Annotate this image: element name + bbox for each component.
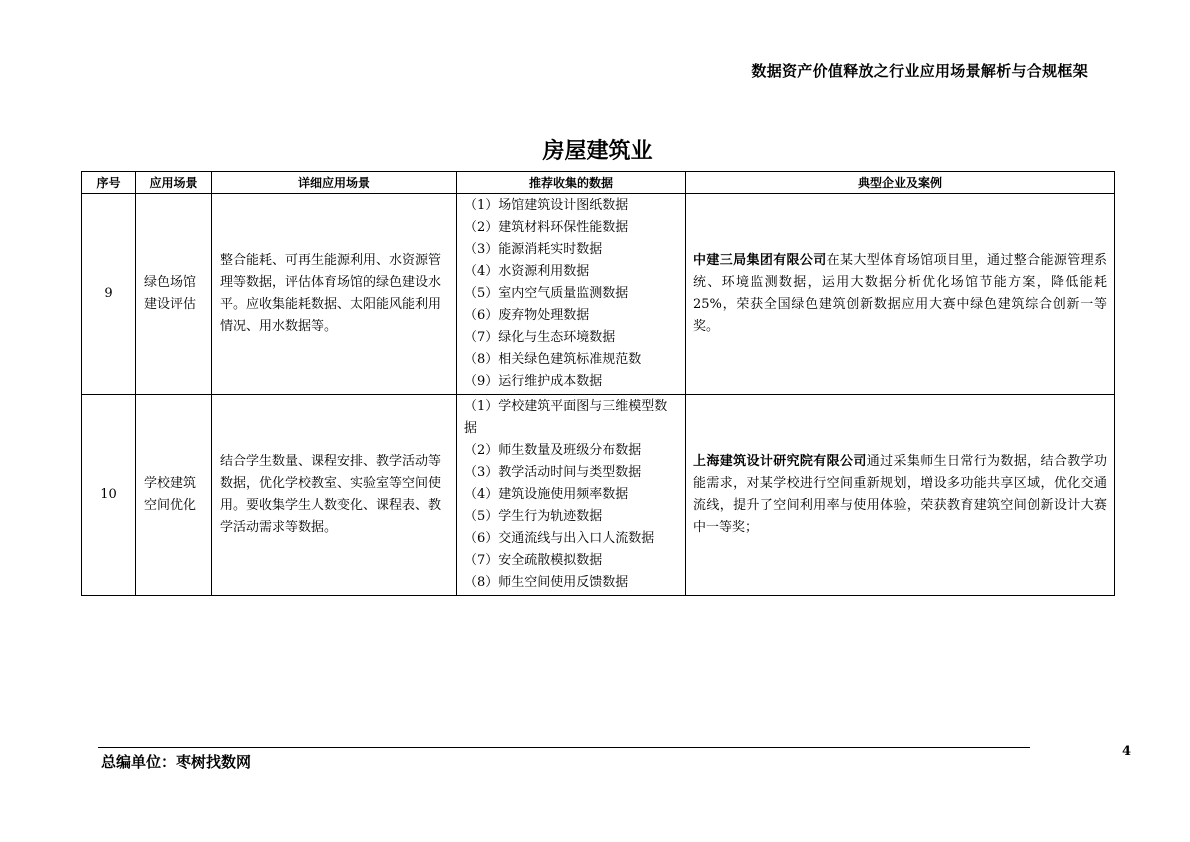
scenario-table xyxy=(81,171,1115,596)
data-item: （7）安全疏散模拟数据 xyxy=(464,553,603,568)
section-title: 房屋建筑业 xyxy=(542,139,653,164)
scene-name: 学校建筑空间优化 xyxy=(136,395,212,596)
case-cell xyxy=(686,395,1115,596)
footer-divider xyxy=(98,747,1030,748)
data-item: （4）建筑设施使用频率数据 xyxy=(464,487,629,502)
detail-description: 结合学生数量、课程安排、教学活动等数据，优化学校教室、实验室等空间使用。要收集学生人数变化、课程表、教学活动需求等数据。 xyxy=(212,395,457,596)
case-cell xyxy=(686,194,1115,395)
data-item: （5）室内空气质量监测数据 xyxy=(464,286,629,301)
table-row xyxy=(82,395,1115,596)
table-row xyxy=(82,194,1115,395)
data-item: （9）运行维护成本数据 xyxy=(464,374,603,389)
column-header-no: 序号 xyxy=(82,172,136,194)
column-header-data: 推荐收集的数据 xyxy=(457,172,686,194)
data-item: （6）交通流线与出入口人流数据 xyxy=(464,531,655,546)
recommended-data-list xyxy=(457,194,686,395)
data-item: （4）水资源利用数据 xyxy=(464,264,590,279)
column-header-detail: 详细应用场景 xyxy=(212,172,457,194)
case-company: 中建三局集团有限公司 xyxy=(693,253,827,268)
data-item: （2）建筑材料环保性能数据 xyxy=(464,220,629,235)
data-item: （3）教学活动时间与类型数据 xyxy=(464,465,642,480)
recommended-data-list xyxy=(457,395,686,596)
footer-editor-label: 总编单位：枣树找数网 xyxy=(101,753,252,771)
row-number: 10 xyxy=(82,395,136,596)
running-header-title: 数据资产价值释放之行业应用场景解析与合规框架 xyxy=(751,62,1088,80)
data-item: （5）学生行为轨迹数据 xyxy=(464,509,603,524)
case-text: 在某大型体育场馆项目里，通过整合能源管理系统、环境监测数据，运用大数据分析优化场馆节能方案，降低能耗 25%，荣获全国绿色建筑创新数据应用大赛中绿色建筑综合创新一等奖。 xyxy=(693,253,1107,334)
case-text: 通过采集师生日常行为数据，结合教学功能需求，对某学校进行空间重新规划，增设多功能共享区域，优化交通流线，提升了空间利用率与使用体验，荣获教育建筑空间创新设计大赛中一等奖； xyxy=(693,454,1107,535)
data-item: （6）废弃物处理数据 xyxy=(464,308,590,323)
data-item: （3）能源消耗实时数据 xyxy=(464,242,603,257)
data-item: （7）绿化与生态环境数据 xyxy=(464,330,616,345)
case-company: 上海建筑设计研究院有限公司 xyxy=(693,454,867,469)
column-header-scene: 应用场景 xyxy=(136,172,212,194)
data-item: （2）师生数量及班级分布数据 xyxy=(464,443,642,458)
table-header-row xyxy=(82,172,1115,194)
scene-name: 绿色场馆建设评估 xyxy=(136,194,212,395)
detail-description: 整合能耗、可再生能源利用、水资源管理等数据，评估体育场馆的绿色建设水平。应收集能耗数据、太阳能风能利用情况、用水数据等。 xyxy=(212,194,457,395)
data-item: （1）学校建筑平面图与三维模型数据 xyxy=(464,399,668,436)
page-number: 4 xyxy=(1122,744,1132,759)
column-header-case: 典型企业及案例 xyxy=(686,172,1115,194)
data-item: （1）场馆建筑设计图纸数据 xyxy=(464,198,629,213)
row-number: 9 xyxy=(82,194,136,395)
data-item: （8）师生空间使用反馈数据 xyxy=(464,575,629,590)
data-item: （8）相关绿色建筑标准规范数 xyxy=(464,352,642,367)
